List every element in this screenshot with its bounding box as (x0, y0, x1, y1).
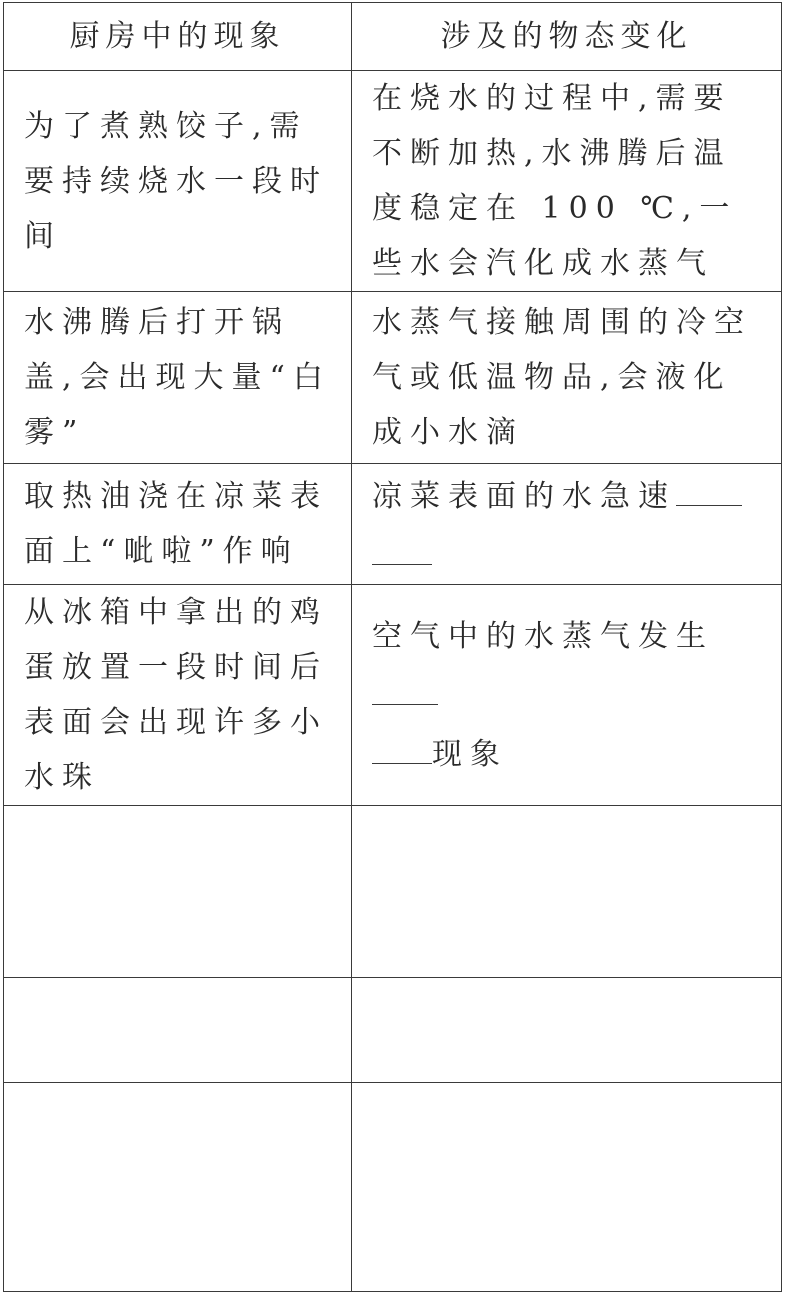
empty-table-row (4, 978, 782, 1083)
empty-table-row (4, 1083, 782, 1292)
empty-table-row (4, 806, 782, 978)
cell-state-change: 在烧水的过程中,需要不断加热,水沸腾后温度稳定在 100 ℃,一些水会汽化成水蒸气 (352, 71, 782, 292)
change-text: 凉菜表面的水急速 (372, 479, 676, 514)
cell-state-change (352, 585, 782, 806)
change-text: 空气中的水蒸气发生 (372, 618, 714, 654)
answer-blank-continued[interactable] (372, 524, 432, 565)
table-row (4, 292, 782, 464)
table-row (4, 464, 782, 585)
cell-phenomenon: 从冰箱中拿出的鸡蛋放置一段时间后表面会出现许多小水珠 (4, 585, 352, 806)
empty-cell[interactable] (352, 978, 782, 1083)
cell-phenomenon: 水沸腾后打开锅盖,会出现大量“白雾” (4, 292, 352, 464)
empty-cell[interactable] (352, 806, 782, 978)
table-header-row (4, 3, 782, 71)
cell-state-change: 水蒸气接触周围的冷空气或低温物品,会液化成小水滴 (352, 292, 782, 464)
answer-blank[interactable] (676, 465, 742, 506)
cell-phenomenon: 取热油浇在凉菜表面上“呲啦”作响 (4, 464, 352, 585)
header-kitchen-phenomenon: 厨房中的现象 (4, 3, 352, 71)
header-state-change: 涉及的物态变化 (352, 3, 782, 71)
kitchen-phenomena-table (3, 2, 782, 1292)
change-text-suffix: 现象 (432, 736, 508, 772)
table-row (4, 585, 782, 806)
empty-cell[interactable] (4, 806, 352, 978)
cell-phenomenon: 为了煮熟饺子,需要持续烧水一段时间 (4, 71, 352, 292)
empty-cell[interactable] (4, 978, 352, 1083)
answer-blank-continued[interactable] (372, 723, 432, 764)
cell-state-change (352, 464, 782, 585)
table-row (4, 71, 782, 292)
empty-cell[interactable] (4, 1083, 352, 1292)
answer-blank[interactable] (372, 664, 438, 705)
empty-cell[interactable] (352, 1083, 782, 1292)
